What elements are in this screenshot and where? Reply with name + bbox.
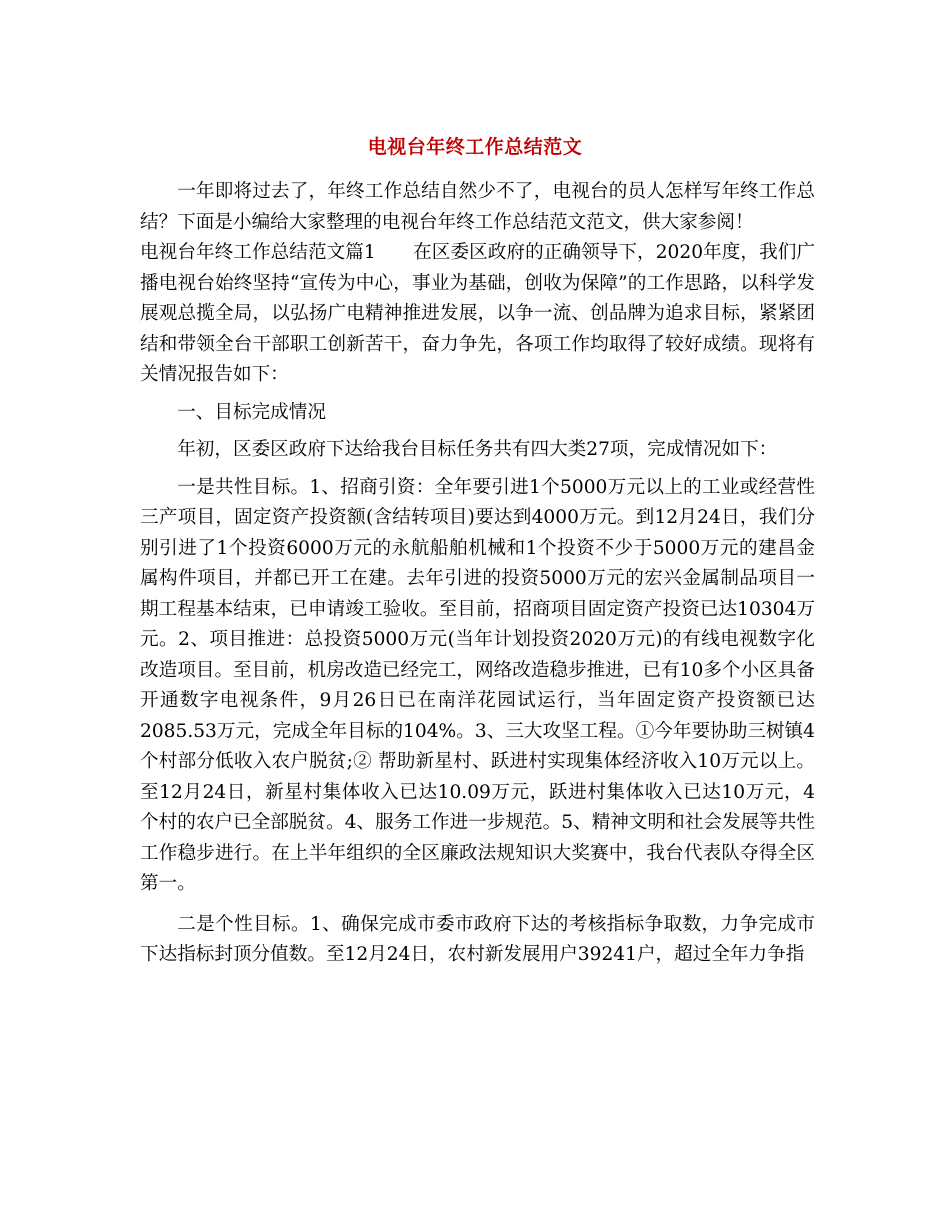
document-title: 电视台年终工作总结范文 [367,136,583,158]
intro-paragraph: 一年即将过去了，年终工作总结自然少不了，电视台的员人怎样写年终工作总结？下面是小编给大家整理的电视台年终工作总结范文范文，供大家参阅！ [140,181,815,233]
common-goals-paragraph: 一是共性目标。1、招商引资：全年要引进1个5000万元以上的工业或经营性三产项目，固定资产投资额(含结转项目)要达到4000万元。到12月24日，我们分别引进了1个投资6000万元的永航船舶机械和1个投资不少于5000万元的建昌金属构件项目，并都已开工在建。去年引进的投资5000万元的宏兴金属制品项目一期工程基本结束，已申请竣工验收。至目前，招商项目固定资产投资已达10304万元。2、项目推进：总投资5000万元(当年计划投资2020万元)的有线电视数字化改造项目。至目前，机房改造已经完工，网络改造稳步推进，已有10多个小区具备开通数字电视条件，9月26日已在南洋花园试运行，当年固定资产投资额已达2085.53万元，完成全年目标的104%。3、三大攻坚工程。①今年要协助三树镇4个村部分低收入农户脱贫;② 帮助新星村、跃进村实现集体经济收入10万元以上。至12月24日，新星村集体收入已达10.09万元，跃进村集体收入已达10万元，4个村的农户已全部脱贫。4、服务工作进一步规范。5、精神文明和社会发展等共性工作稳步进行。在上半年组织的全区廉政法规知识大奖赛中，我台代表队夺得全区第一。 [140,476,815,894]
individual-goals-paragraph: 二是个性目标。1、确保完成市委市政府下达的考核指标争取数，力争完成市下达指标封顶分值数。至12月24日，农村新发展用户39241户，超过全年力争指 [140,913,815,965]
heading-goal-completion: 一、目标完成情况 [177,401,326,423]
section-1-paragraph: 电视台年终工作总结范文篇1 在区委区政府的正确领导下，2020年度，我们广播电视台始终坚持“宣传为中心，事业为基础，创收为保障”的工作思路，以科学发展观总揽全局，以弘扬广电精神推进发展，以争一流、创品牌为追求目标，紧紧团结和带领全台干部职工创新苦干，奋力争先，各项工作均取得了较好成绩。现将有关情况报告如下： [140,242,815,385]
goal-overview-paragraph: 年初，区委区政府下达给我台目标任务共有四大类27项，完成情况如下： [177,439,778,460]
document-body [140,177,815,971]
